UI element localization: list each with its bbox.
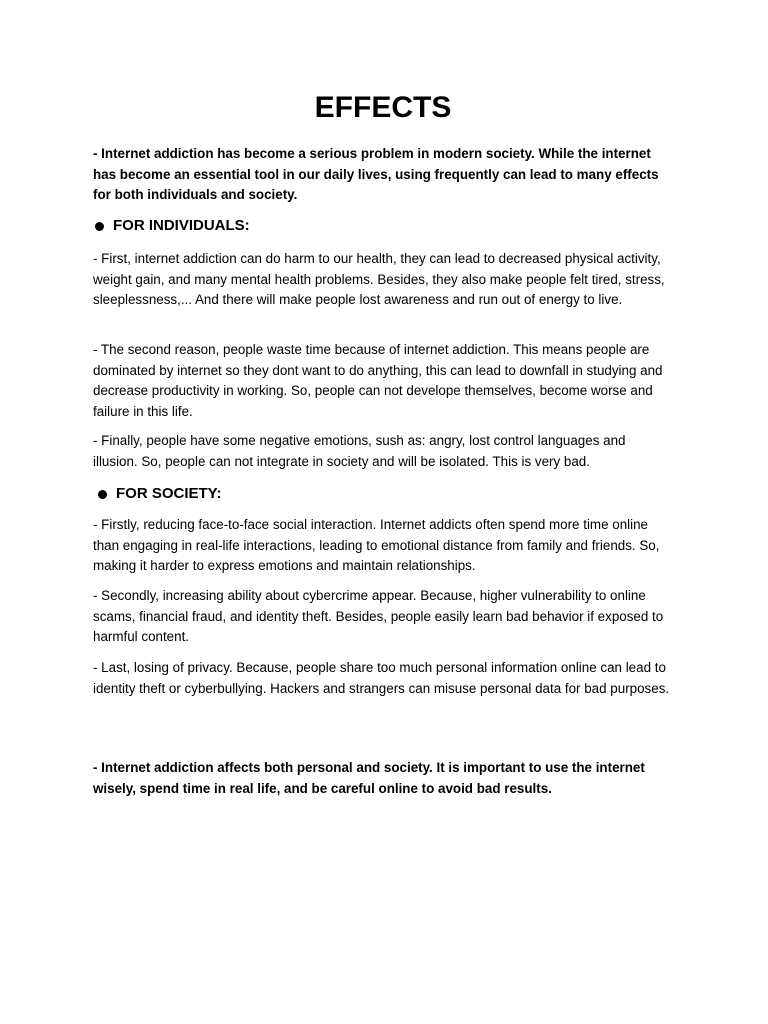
individuals-paragraph-3: - Finally, people have some negative emotions, sush as: angry, lost control languages and illusion. So, people can not integrate in society and will be isolated. This is very bad. [93,433,626,469]
section-heading-society [98,484,222,504]
page-title: EFFECTS [314,91,452,124]
bullet-icon [98,490,107,499]
individuals-paragraph-1: - First, internet addiction can do harm to our health, they can lead to decreased physical activity, weight gain, and many mental health problems. Besides, they also make people felt tired, stress, sleeplessness,... And there will make people lost awareness and run out of energy to live. [93,251,665,307]
bullet-icon [95,222,104,231]
section-heading-label: FOR SOCIETY: [116,485,222,502]
conclusion-paragraph: - Internet addiction affects both personal and society. It is important to use the internet wisely, spend time in real life, and be careful online to avoid bad results. [93,760,645,796]
intro-paragraph: - Internet addiction has become a serious problem in modern society. While the internet has become an essential tool in our daily lives, using frequently can lead to many effects for both individuals and society. [93,146,659,202]
society-paragraph-3: - Last, losing of privacy. Because, people share too much personal information online can lead to identity theft or cyberbullying. Hackers and strangers can misuse personal data for bad purposes. [93,660,670,696]
section-heading-label: FOR INDIVIDUALS: [113,217,250,234]
society-paragraph-1: - Firstly, reducing face-to-face social interaction. Internet addicts often spend more time online than engaging in real-life interactions, leading to emotional distance from family and friends. So, making it harder to express emotions and maintain relationships. [93,517,660,573]
individuals-paragraph-2: - The second reason, people waste time because of internet addiction. This means people are dominated by internet so they dont want to do anything, this can lead to downfall in studying and decrease productivity in working. So, people can not develope themselves, become worse and failure in this life. [93,342,663,419]
section-heading-individuals [95,216,250,236]
society-paragraph-2: - Secondly, increasing ability about cybercrime appear. Because, higher vulnerability to online scams, financial fraud, and identity theft. Besides, people easily learn bad behavior if exposed to harmful content. [93,588,664,644]
